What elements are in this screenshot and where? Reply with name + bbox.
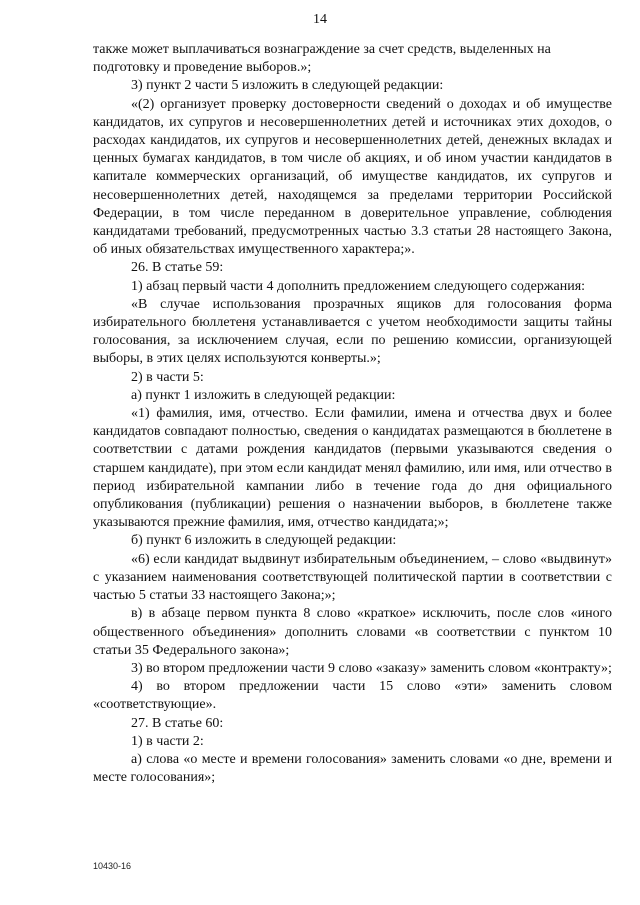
paragraph: 27. В статье 60: bbox=[131, 715, 224, 731]
paragraph: в) в абзаце первом пункта 8 слово «краткое» исключить, после слов «иного общественного объединения» дополнить словами «в соответствии с пунктом 10 статьи 35 Федерального закона»; bbox=[93, 606, 612, 658]
paragraph: 4) во втором предложении части 15 слово «эти» заменить словом «соответствующие». bbox=[93, 679, 612, 713]
paragraph: «6) если кандидат выдвинут избирательным объединением, – слово «выдвинут» с указанием наименования соответствующей политической партии в соответствии с частью 5 статьи 33 настоящего Закона;»; bbox=[93, 551, 612, 604]
paragraph: 1) абзац первый части 4 дополнить предложением следующего содержания: bbox=[131, 278, 586, 294]
paragraph: 3) пункт 2 части 5 изложить в следующей редакции: bbox=[131, 78, 444, 94]
paragraph: также может выплачиваться вознаграждение за счет средств, выделенных на подготовку и проведение выборов.»; bbox=[93, 42, 551, 76]
paragraph: «В случае использования прозрачных ящиков для голосования форма избирательного бюллетеня устанавливается с учетом необходимости защиты тайны голосования, за исключением случая, если по решению комиссии, организующей выборы, в этих целях используются конверты.»; bbox=[93, 296, 612, 367]
document-body bbox=[93, 41, 612, 787]
page-number: 14 bbox=[313, 12, 327, 27]
paragraph: 26. В статье 59: bbox=[131, 260, 224, 276]
document-code: 10430-16 bbox=[93, 861, 132, 871]
paragraph: 1) в части 2: bbox=[131, 733, 204, 749]
paragraph: «1) фамилия, имя, отчество. Если фамилии, имена и отчества двух и более кандидатов совпадают полностью, сведения о кандидатах размещаются в бюллетене в соответствии с датами рождения кандидатов (первыми указываются сведения о старшем кандидате), при этом если кандидат менял фамилию, или имя, или отчество в период избирательной кампании либо в течение года до дня официального опубликования (публикации) решения о назначении выборов, в бюллетене также указываются прежние фамилия, имя, отчество кандидата;»; bbox=[93, 406, 612, 531]
paragraph: 2) в части 5: bbox=[131, 369, 204, 385]
paragraph: а) слова «о месте и времени голосования» заменить словами «о дне, времени и месте голосования»; bbox=[93, 751, 612, 786]
paragraph: 3) во втором предложении части 9 слово «заказу» заменить словом «контракту»; bbox=[131, 660, 612, 676]
paragraph: б) пункт 6 изложить в следующей редакции: bbox=[131, 533, 397, 549]
paragraph: а) пункт 1 изложить в следующей редакции: bbox=[131, 387, 396, 403]
paragraph: «(2) организует проверку достоверности сведений о доходах и об имуществе кандидатов, их супругов и несовершеннолетних детей и источниках этих доходов, о расходах кандидатов, их супругов и несовершеннолетних детей, денежных вкладах и ценных бумагах кандидатов, в том числе об акциях, и об ином участии кандидатов в капитале коммерческих организаций, об имуществе кандидатов, их супругов и несовершеннолетних детей, находящемся за пределами территории Российской Федерации, в том числе переданном в доверительное управление, соблюдения кандидатами требований, предусмотренных частью 3.3 статьи 28 настоящего Закона, об иных обязательствах имущественного характера;». bbox=[93, 96, 612, 258]
